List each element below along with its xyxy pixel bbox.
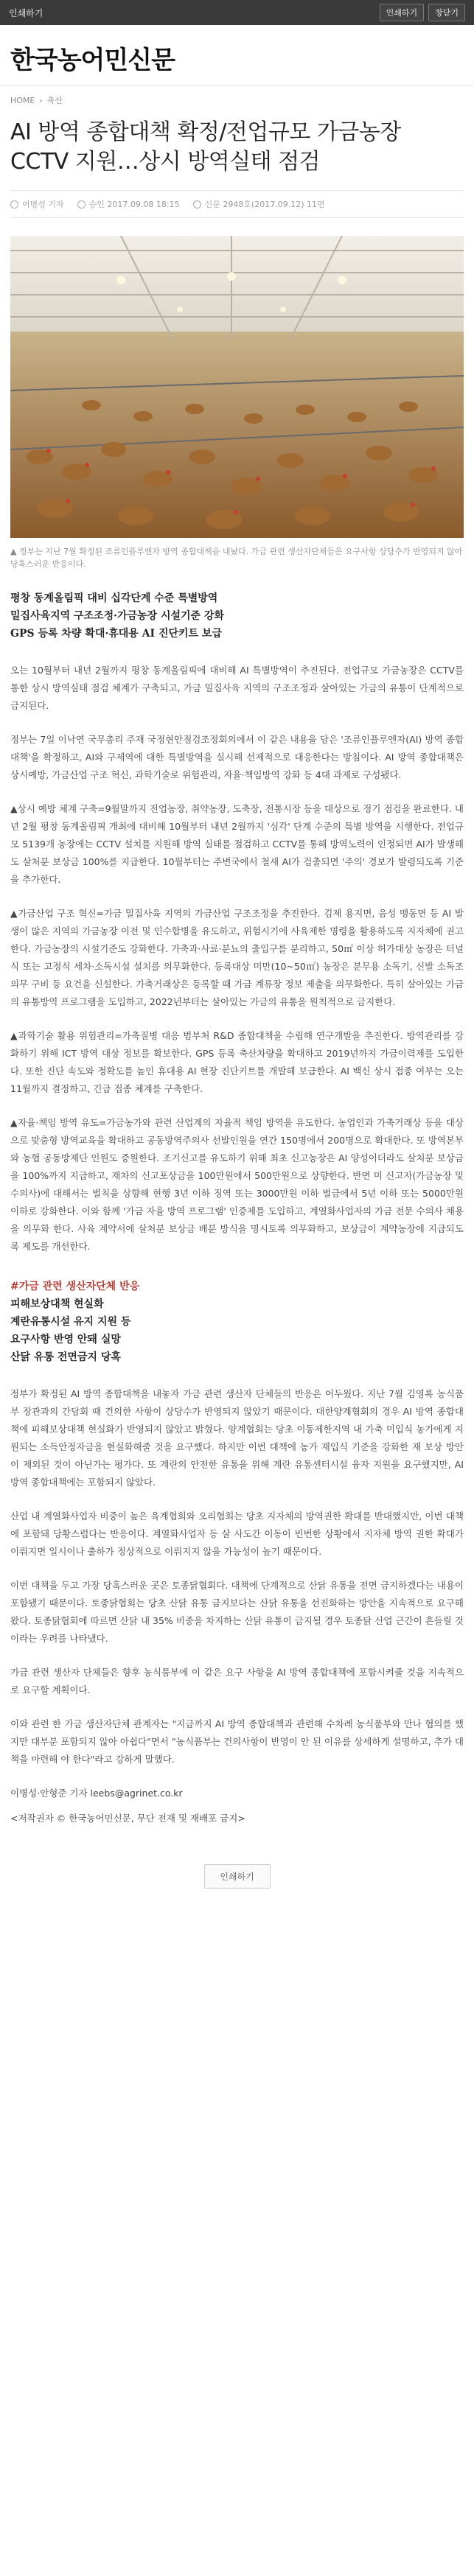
breadcrumb-section[interactable]: 축산 xyxy=(46,96,63,105)
subheading: 계란유통시설 유지 지원 등 xyxy=(10,1316,131,1328)
top-bar xyxy=(0,0,474,25)
body-paragraph: ▲가금산업 구조 혁신=가금 밀집사육 지역의 가금산업 구조조정을 추진한다. 김제 용지면, 음성 맹동면 등 AI 발생이 많은 지역의 가금농장 이전 및 인수합병을 유도하고, 위험시기에 사육제한 명령을 활용하도록 지자체에 권고한다. 가금농장의 시설기준도 강화한다. 가축과·사료·분뇨의 출입구를 분리하고, 50㎡ 이상 허가대상 농장은 터널식 또는 고정식 세차·소독시설 설치를 의무화한다. 등록대상 미만(10~50㎡) 농장은 분무용 소독기, 신발 소독조 의무 구비 등 요건을 신설한다. 가축거래상은 등록할 때 가금 계류장 정보 제출을 의무화한다. 특히 살아있는 가금의 유통방역 프로그램을 도입하고, 2022년부터는 살아있는 가금의 유통을 원칙적으로 금지한다. xyxy=(10,908,464,1007)
article-body-2 xyxy=(10,1385,464,1768)
byline: 이병성·안형준 기자 leebs@agrinet.co.kr xyxy=(10,1788,183,1799)
top-actions xyxy=(380,4,465,21)
clock-icon xyxy=(77,200,86,209)
body-paragraph: 이와 관련 한 가금 생산자단체 관계자는 "지금까지 AI 방역 종합대책과 관련해 수차례 농식품부와 만나 협의를 했지만 대부분 포함되지 않아 아쉽다"면서 "농식품부는 건의사항이 반영이 안 된 이유를 상세하게 설명하고, 추가 대책을 마련해 야 한다"라고 강하게 말했다. xyxy=(10,1718,464,1765)
reaction-subheadings xyxy=(10,1278,464,1366)
issue-info: 신문 2948호(2017.09.12) 11면 xyxy=(204,200,325,209)
article-photo-block xyxy=(10,236,464,570)
subheadings xyxy=(10,589,464,643)
breadcrumb-home[interactable]: HOME xyxy=(10,95,35,105)
article-body xyxy=(10,662,464,1256)
masthead xyxy=(0,25,474,85)
subheading: 요구사항 반영 안돼 실망 xyxy=(10,1334,121,1345)
print-button[interactable]: 인쇄하기 xyxy=(380,4,425,21)
bottom-print-button[interactable]: 인쇄하기 xyxy=(204,1864,271,1889)
body-paragraph: ▲과학기술 활용 위험관리=가축질병 대응 범부처 R&D 종합대책을 수립해 연구개발을 추진한다. 방역관리를 강화하기 위해 ICT 방역 대상 정보를 확보한다. GPS 등록 축산차량을 확대하고 2019년까지 가금이력제를 도입한다. 또한 진단 속도와 정확도를 높인 휴대용 AI 현장 진단키트를 개발해 보급한다. AI 백신 상시 접종 여부는 오는 11월까지 결정하고, 긴급 접종 체계를 구축한다. xyxy=(10,1030,464,1094)
chevron-right-icon: › xyxy=(39,95,43,105)
author-meta xyxy=(10,198,64,210)
top-print-label: 인쇄하기 xyxy=(9,7,43,18)
newspaper-icon xyxy=(193,200,201,209)
subheading: 산닭 유통 전면금지 당혹 xyxy=(10,1351,121,1363)
body-paragraph: ▲상시 예방 체계 구축=9월말까지 전업농장, 취약농장, 도축장, 전통시장 등을 대상으로 정기 점검을 완료한다. 내년 2월 평창 동계올림픽 개최에 대비해 10월부터 내년 2월까지 '심각' 단계 수준의 특별 방역을 시행한다. 전업규모 5139개 농장에는 CCTV 설치를 지원해 방역 실태를 점검하고 CCTV를 통해 방역노력이 인정되면 AI가 발생해도 살처분 보상금 100%를 지급한다. 10월부터는 주변국에서 철새 AI가 검출되면 '주의' 경보가 발령되도록 기준을 추가한다. xyxy=(10,803,464,885)
article-meta xyxy=(10,190,464,218)
subheading: GPS 등록 차량 확대·휴대용 AI 진단키트 보급 xyxy=(10,628,222,640)
body-paragraph: 산업 내 계열화사업자 비중이 높은 육계협회와 오리협회는 당초 지자체의 방역권한 확대를 반대했지만, 이번 대책에 포함돼 당황스럽다는 반응이다. 계열화사업자 등 살 사도간 이동이 빈번한 상황에서 지자체 방역 권한 확대가 이뤄지면 일시이나 출하가 정상적으로 이뤄지지 않을 가능성이 높기 때문이다. xyxy=(10,1511,464,1557)
close-button[interactable]: 창닫기 xyxy=(428,4,465,21)
body-paragraph: 정부가 확정된 AI 방역 종합대책을 내놓자 가금 관련 생산자 단체들의 반응은 어두웠다. 지난 7월 김영록 농식품부 장관과의 간담회 때 건의한 사항이 상당수가 반영되지 않았기 때문이다. 대한양계협회의 경우 AI 방역 종합대책에 피해보상대책 현실화가 반영되지 않았고 밝혔다. 양계협회는 당초 이동제한지역 내 가축 미입식 농가에게 지원되는 소득안정자금을 현실화해줄 것을 요구했다. 하지만 이번 대책에 농가 재입식 기준을 강화한 재 보상 방안이 제외된 것이 아닌가는 평가다. 또 계란의 안전한 유통을 위해 계란 유통센터시설 융자 지원을 요구했지만, AI 방역 종합대책에는 포함되지 않았다. xyxy=(10,1388,464,1488)
subheading: 평창 동계올림픽 대비 십각단계 수준 특별방역 xyxy=(10,592,218,604)
body-paragraph: ▲자율·책임 방역 유도=가금농가와 관련 산업계의 자율적 책임 방역을 유도한다. 농업인과 가축거래상 등을 대상으로 맞춤형 방역교육을 확대하고 공동방역주의사 선발인원을 연간 150명에서 200명으로 확대한다. 또 방역본부와 농협 공동방제단 인원도 증원한다. 조기신고를 유도하기 위해 최초 신고농장은 AI 양성이더라도 살처분 보상금을 100%까지 지급하고, 재차의 신고포상금을 100만원에서 500만원으로 상향한다. 반면 미 신고자(가금농장 및 수의사)에 대해서는 벌칙을 상향해 현행 3년 이하 징역 또는 3000만원 이하 벌금에서 5년 이하 또는 5000만원 이하로 강화한다. 이와 함께 '가금 자율 방역 프로그램' 인증제를 도입하고, 계열화사업자의 가금 전문 수의사 채용을 의무화 한다. 사육 계약서에 살처분 보상금 배분 방식을 명시토록 의무화하고, 보상금이 계약농장에 지급되도록 제도를 개선한다. xyxy=(10,1117,464,1252)
body-paragraph: 이번 대책을 두고 가장 당혹스러운 곳은 토종닭협회다. 대책에 단계적으로 산닭 유통을 전면 금지하겠다는 내용이 포함됐기 때문이다. 토종닭협회는 당초 산닭 유통 금지보다는 산닭 유통을 선진화하는 방안을 지속적으로 요구해 왔다. 토종닭협회에 따르면 산닭 내 35% 비중을 차지하는 산닭 유통이 금지될 경우 토종닭 산업 근간이 흔들릴 것이라는 우려를 나타냈다. xyxy=(10,1580,464,1644)
reaction-section-title: #가금 관련 생산자단체 반응 xyxy=(10,1281,140,1292)
body-paragraph: 오는 10월부터 내년 2월까지 평창 동계올림픽에 대비해 AI 특별방역이 추진된다. 전업규모 가금농장은 CCTV를 통한 상시 방역실태 점검 체계가 구축되고, 가금 밀집사육 지역의 구조조정과 살아있는 가금의 유통이 단계적으로 금지된다. xyxy=(10,665,464,711)
article-photo xyxy=(10,236,464,538)
footer-spacer xyxy=(0,1889,474,1933)
issue-meta xyxy=(193,198,325,210)
copyright-notice: <저작권자 © 한국농어민신문, 무단 전재 및 재배포 금지> xyxy=(10,1813,245,1824)
approved-date: 승인 2017.09.08 18:15 xyxy=(88,200,180,209)
body-paragraph: 정부는 7일 이낙연 국무총리 주재 국정현안점검조정회의에서 이 같은 내용을 담은 '조류인플루엔자(AI) 방역 종합대책'을 확정하고, AI와 구제역에 대한 특별방역을 실시해 선제적으로 대응한다는 방침이다. AI 방역 종합대책은 상시예방, 가금산업 구조 혁신, 과학기술로 위험관리, 자율·책임방역 강화 등 4대 과제로 구성됐다. xyxy=(10,734,464,780)
author-name: 이병성 기자 xyxy=(22,200,64,209)
breadcrumb xyxy=(0,85,474,106)
photo-caption: ▲ 정부는 지난 7월 확정된 조류인플루엔자 방역 종합대책을 내놨다. 가금 관련 생산자단체들은 요구사항 상당수가 반영되지 않아 당혹스러운 반응이다. xyxy=(10,547,463,569)
site-logo[interactable]: 한국농어민신문 xyxy=(10,46,175,75)
poultry-house-illustration xyxy=(10,236,464,538)
user-icon xyxy=(10,200,18,209)
article-title: AI 방역 종합대책 확정/전업규모 가금농장 CCTV 지원…상시 방역실태 점검 xyxy=(10,119,401,175)
subheading: 피해보상대책 현실화 xyxy=(10,1298,104,1310)
subheading: 밀집사육지역 구조조정·가금농장 시설기준 강화 xyxy=(10,610,224,622)
approved-meta xyxy=(77,198,180,210)
body-paragraph: 가금 관련 생산자 단체들은 향후 농식품부에 이 같은 요구 사항을 AI 방역 종합대책에 포함시켜줄 것을 지속적으로 요구할 계획이다. xyxy=(10,1667,464,1695)
